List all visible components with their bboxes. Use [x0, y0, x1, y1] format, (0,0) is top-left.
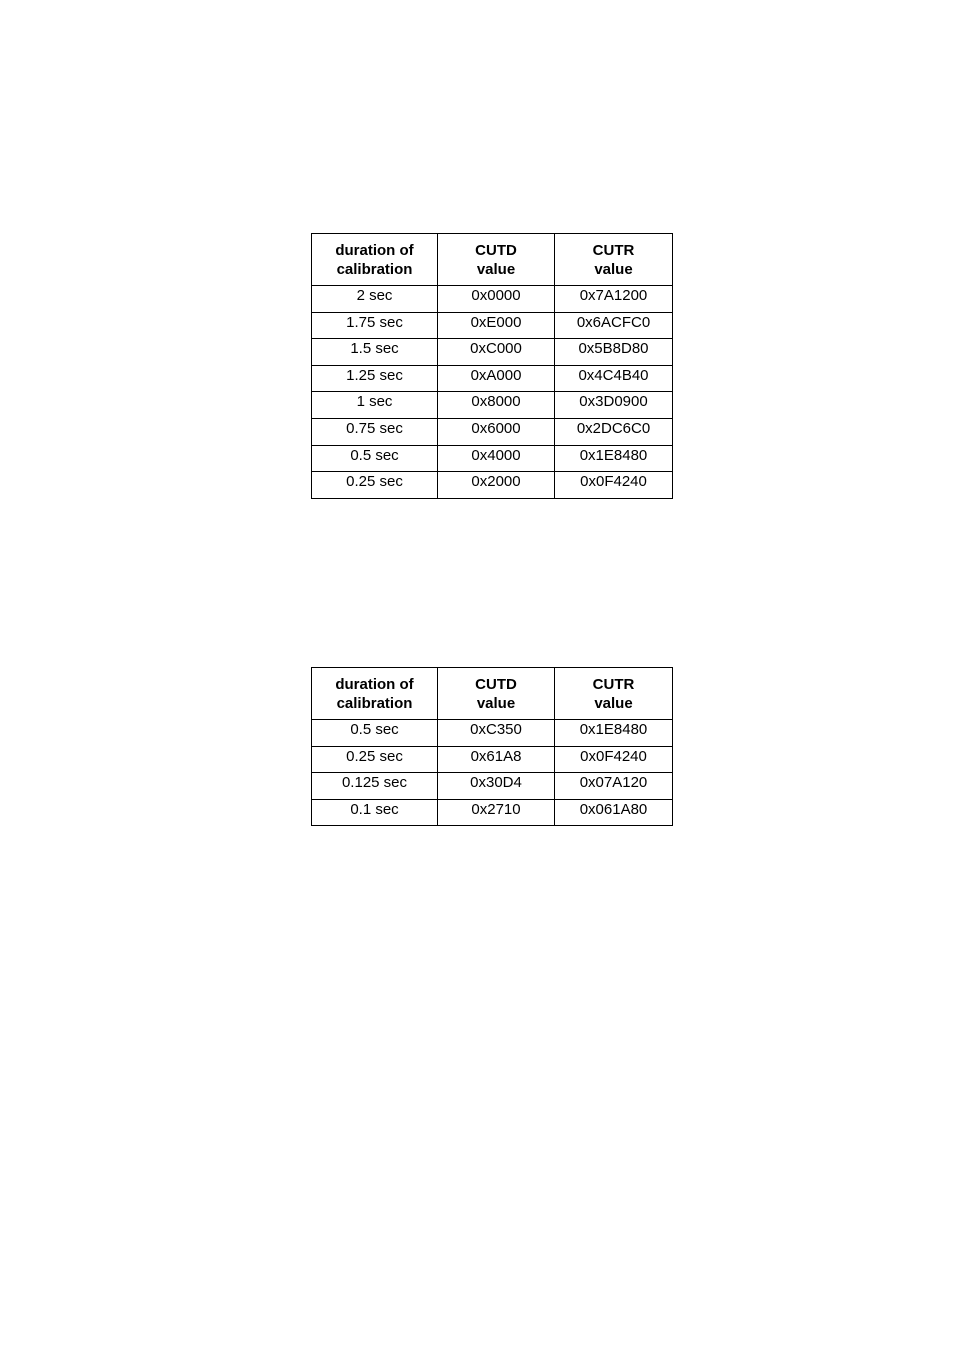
- table-row: [312, 339, 673, 366]
- cell-cutd: 0x0000: [438, 286, 555, 313]
- table-row: [312, 720, 673, 747]
- header-text: value: [594, 694, 633, 712]
- cell-cutd: 0xA000: [438, 365, 555, 392]
- cell-cutr: 0x6ACFC0: [555, 312, 673, 339]
- cell-duration: 1.25 sec: [312, 365, 438, 392]
- header-cutd: [438, 234, 555, 286]
- header-text: value: [594, 260, 633, 278]
- table-row: [312, 773, 673, 800]
- cell-cutr: 0x061A80: [555, 799, 673, 826]
- cell-duration: 0.125 sec: [312, 773, 438, 800]
- table-row: [312, 365, 673, 392]
- cell-duration: 2 sec: [312, 286, 438, 313]
- header-text: calibration: [336, 260, 413, 278]
- cell-duration: 0.25 sec: [312, 746, 438, 773]
- table-row: [312, 418, 673, 445]
- table-row: [312, 392, 673, 419]
- header-cutr: [555, 668, 673, 720]
- cell-duration: 0.1 sec: [312, 799, 438, 826]
- cell-cutr: 0x7A1200: [555, 286, 673, 313]
- table-row: [312, 286, 673, 313]
- header-text: duration of: [335, 241, 414, 259]
- header-text: value: [476, 260, 516, 278]
- cell-cutd: 0xC350: [438, 720, 555, 747]
- cell-cutd: 0x2710: [438, 799, 555, 826]
- calibration-table-1: [311, 233, 673, 499]
- cell-duration: 1.75 sec: [312, 312, 438, 339]
- table-row: [312, 445, 673, 472]
- cell-duration: 1 sec: [312, 392, 438, 419]
- table-row: [312, 472, 673, 499]
- cell-cutr: 0x0F4240: [555, 746, 673, 773]
- cell-cutd: 0xE000: [438, 312, 555, 339]
- table-row: [312, 799, 673, 826]
- cell-cutd: 0x6000: [438, 418, 555, 445]
- table-header-row: [312, 234, 673, 286]
- cell-cutd: 0x30D4: [438, 773, 555, 800]
- cell-cutd: 0x2000: [438, 472, 555, 499]
- cell-duration: 0.5 sec: [312, 720, 438, 747]
- table-header-row: [312, 668, 673, 720]
- cell-duration: 0.25 sec: [312, 472, 438, 499]
- cell-duration: 1.5 sec: [312, 339, 438, 366]
- cell-cutd: 0x61A8: [438, 746, 555, 773]
- header-cutd: [438, 668, 555, 720]
- header-text: CUTD: [475, 675, 517, 693]
- header-cutr: [555, 234, 673, 286]
- header-text: CUTR: [592, 675, 635, 693]
- header-text: calibration: [336, 694, 413, 712]
- header-duration: [312, 234, 438, 286]
- cell-cutr: 0x2DC6C0: [555, 418, 673, 445]
- cell-cutr: 0x5B8D80: [555, 339, 673, 366]
- header-duration: [312, 668, 438, 720]
- cell-cutr: 0x07A120: [555, 773, 673, 800]
- header-text: CUTR: [592, 241, 635, 259]
- cell-duration: 0.75 sec: [312, 418, 438, 445]
- cell-cutd: 0x4000: [438, 445, 555, 472]
- table-row: [312, 312, 673, 339]
- cell-cutr: 0x3D0900: [555, 392, 673, 419]
- cell-cutr: 0x1E8480: [555, 720, 673, 747]
- cell-duration: 0.5 sec: [312, 445, 438, 472]
- cell-cutd: 0xC000: [438, 339, 555, 366]
- cell-cutr: 0x0F4240: [555, 472, 673, 499]
- header-text: CUTD: [475, 241, 517, 259]
- cell-cutd: 0x8000: [438, 392, 555, 419]
- table-row: [312, 746, 673, 773]
- cell-cutr: 0x4C4B40: [555, 365, 673, 392]
- header-text: duration of: [335, 675, 414, 693]
- header-text: value: [476, 694, 516, 712]
- cell-cutr: 0x1E8480: [555, 445, 673, 472]
- calibration-table-2: [311, 667, 673, 826]
